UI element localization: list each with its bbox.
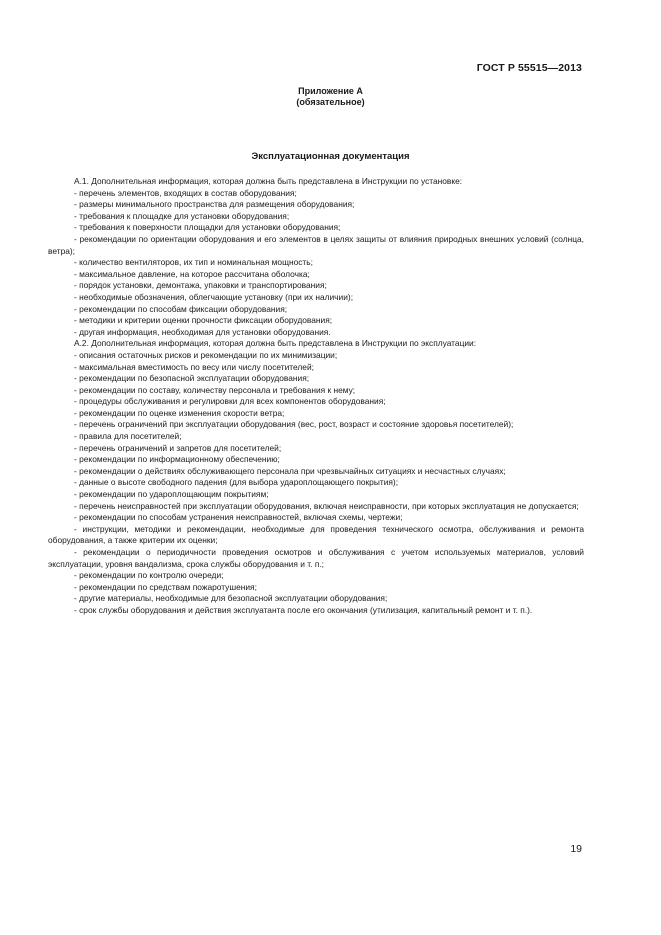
list-item: - требования к поверхности площадки для установки оборудования; bbox=[74, 222, 341, 233]
list-item: - рекомендации по ориентации оборудования и его элементов в целях защиты от влияния природных внешних условий (солнца, ветра); bbox=[48, 233, 584, 256]
list-item: - другая информация, необходимая для установки оборудования. bbox=[74, 326, 331, 337]
list-item: - требования к площадке для установки оборудования; bbox=[74, 210, 290, 221]
paragraph-a2-intro: А.2. Дополнительная информация, которая должна быть представлена в Инструкции по эксплуатации: bbox=[74, 338, 477, 349]
document-body bbox=[48, 176, 584, 617]
list-item: - рекомендации по информационному обеспечению; bbox=[74, 454, 280, 465]
list-item: - методики и критерии оценки прочности фиксации оборудования; bbox=[74, 315, 333, 326]
list-item: - перечень ограничений при эксплуатации оборудования (вес, рост, возраст и состояние здоровья посетителей); bbox=[74, 419, 514, 430]
list-item: - рекомендации о периодичности проведения осмотров и обслуживания с учетом используемых материалов, условий эксплуатации, уровня вандализма, срока службы оборудования и т. п.; bbox=[48, 547, 584, 569]
list-item: - рекомендации по средствам пожаротушения; bbox=[74, 581, 257, 592]
annex-heading bbox=[0, 86, 661, 108]
list-item: - описания остаточных рисков и рекомендации по их минимизации; bbox=[74, 349, 338, 360]
page-number: 19 bbox=[570, 843, 582, 855]
section-title: Эксплуатационная документация bbox=[251, 151, 410, 162]
list-item: - перечень неисправностей при эксплуатации оборудования, включая неисправности, при которых эксплуатация не допускается; bbox=[74, 500, 579, 511]
list-item: - инструкции, методики и рекомендации, необходимые для проведения технического осмотра, обслуживания и ремонта оборудования, а также критерии их оценки; bbox=[48, 523, 584, 546]
list-item: - рекомендации по составу, количеству персонала и требования к нему; bbox=[74, 384, 356, 395]
list-item: - максимальная вместимость по весу или числу посетителей; bbox=[74, 361, 314, 372]
list-item: - данные о высоте свободного падения (для выбора удароплощающего покрытия); bbox=[74, 477, 399, 488]
list-item: - срок службы оборудования и действия эксплуатанта после его окончания (утилизация, капитальный ремонт и т. п.). bbox=[74, 604, 533, 615]
list-item: - перечень элементов, входящих в состав оборудования; bbox=[74, 187, 297, 198]
list-item: - правила для посетителей; bbox=[74, 431, 182, 442]
annex-status: (обязательное) bbox=[296, 97, 365, 107]
list-item: - процедуры обслуживания и регулировки для всех компонентов оборудования; bbox=[74, 396, 386, 407]
list-a1 bbox=[48, 188, 584, 339]
list-item: - необходимые обозначения, облегчающие установку (при их наличии); bbox=[74, 291, 354, 302]
list-item: - рекомендации по удароплощающим покрытиям; bbox=[74, 489, 269, 500]
list-item: - рекомендации по безопасной эксплуатации оборудования; bbox=[74, 373, 310, 384]
list-item: - порядок установки, демонтажа, упаковки и транспортирования; bbox=[74, 280, 327, 291]
list-item: - рекомендации о действиях обслуживающего персонала при чрезвычайных ситуациях и несчастных случаях; bbox=[74, 465, 506, 476]
list-item: - размеры минимального пространства для размещения оборудования; bbox=[74, 199, 355, 210]
annex-label: Приложение А bbox=[298, 86, 363, 96]
list-item: - перечень ограничений и запретов для посетителей; bbox=[74, 442, 282, 453]
standard-designation: ГОСТ Р 55515—2013 bbox=[476, 62, 582, 74]
list-item: - рекомендации по оценке изменения скорости ветра; bbox=[74, 407, 285, 418]
list-item: - рекомендации по контролю очереди; bbox=[74, 570, 224, 581]
list-item: - другие материалы, необходимые для безопасной эксплуатации оборудования; bbox=[74, 593, 388, 604]
list-item: - максимальное давление, на которое рассчитана оболочка; bbox=[74, 268, 310, 279]
paragraph-a1-intro: А.1. Дополнительная информация, которая должна быть представлена в Инструкции по установке: bbox=[74, 176, 463, 186]
list-item: - рекомендации по способам устранения неисправностей, включая схемы, чертежи; bbox=[74, 512, 403, 523]
list-a2 bbox=[48, 350, 584, 617]
list-item: - количество вентиляторов, их тип и номинальная мощность; bbox=[74, 257, 313, 268]
list-item: - рекомендации по способам фиксации оборудования; bbox=[74, 303, 288, 314]
